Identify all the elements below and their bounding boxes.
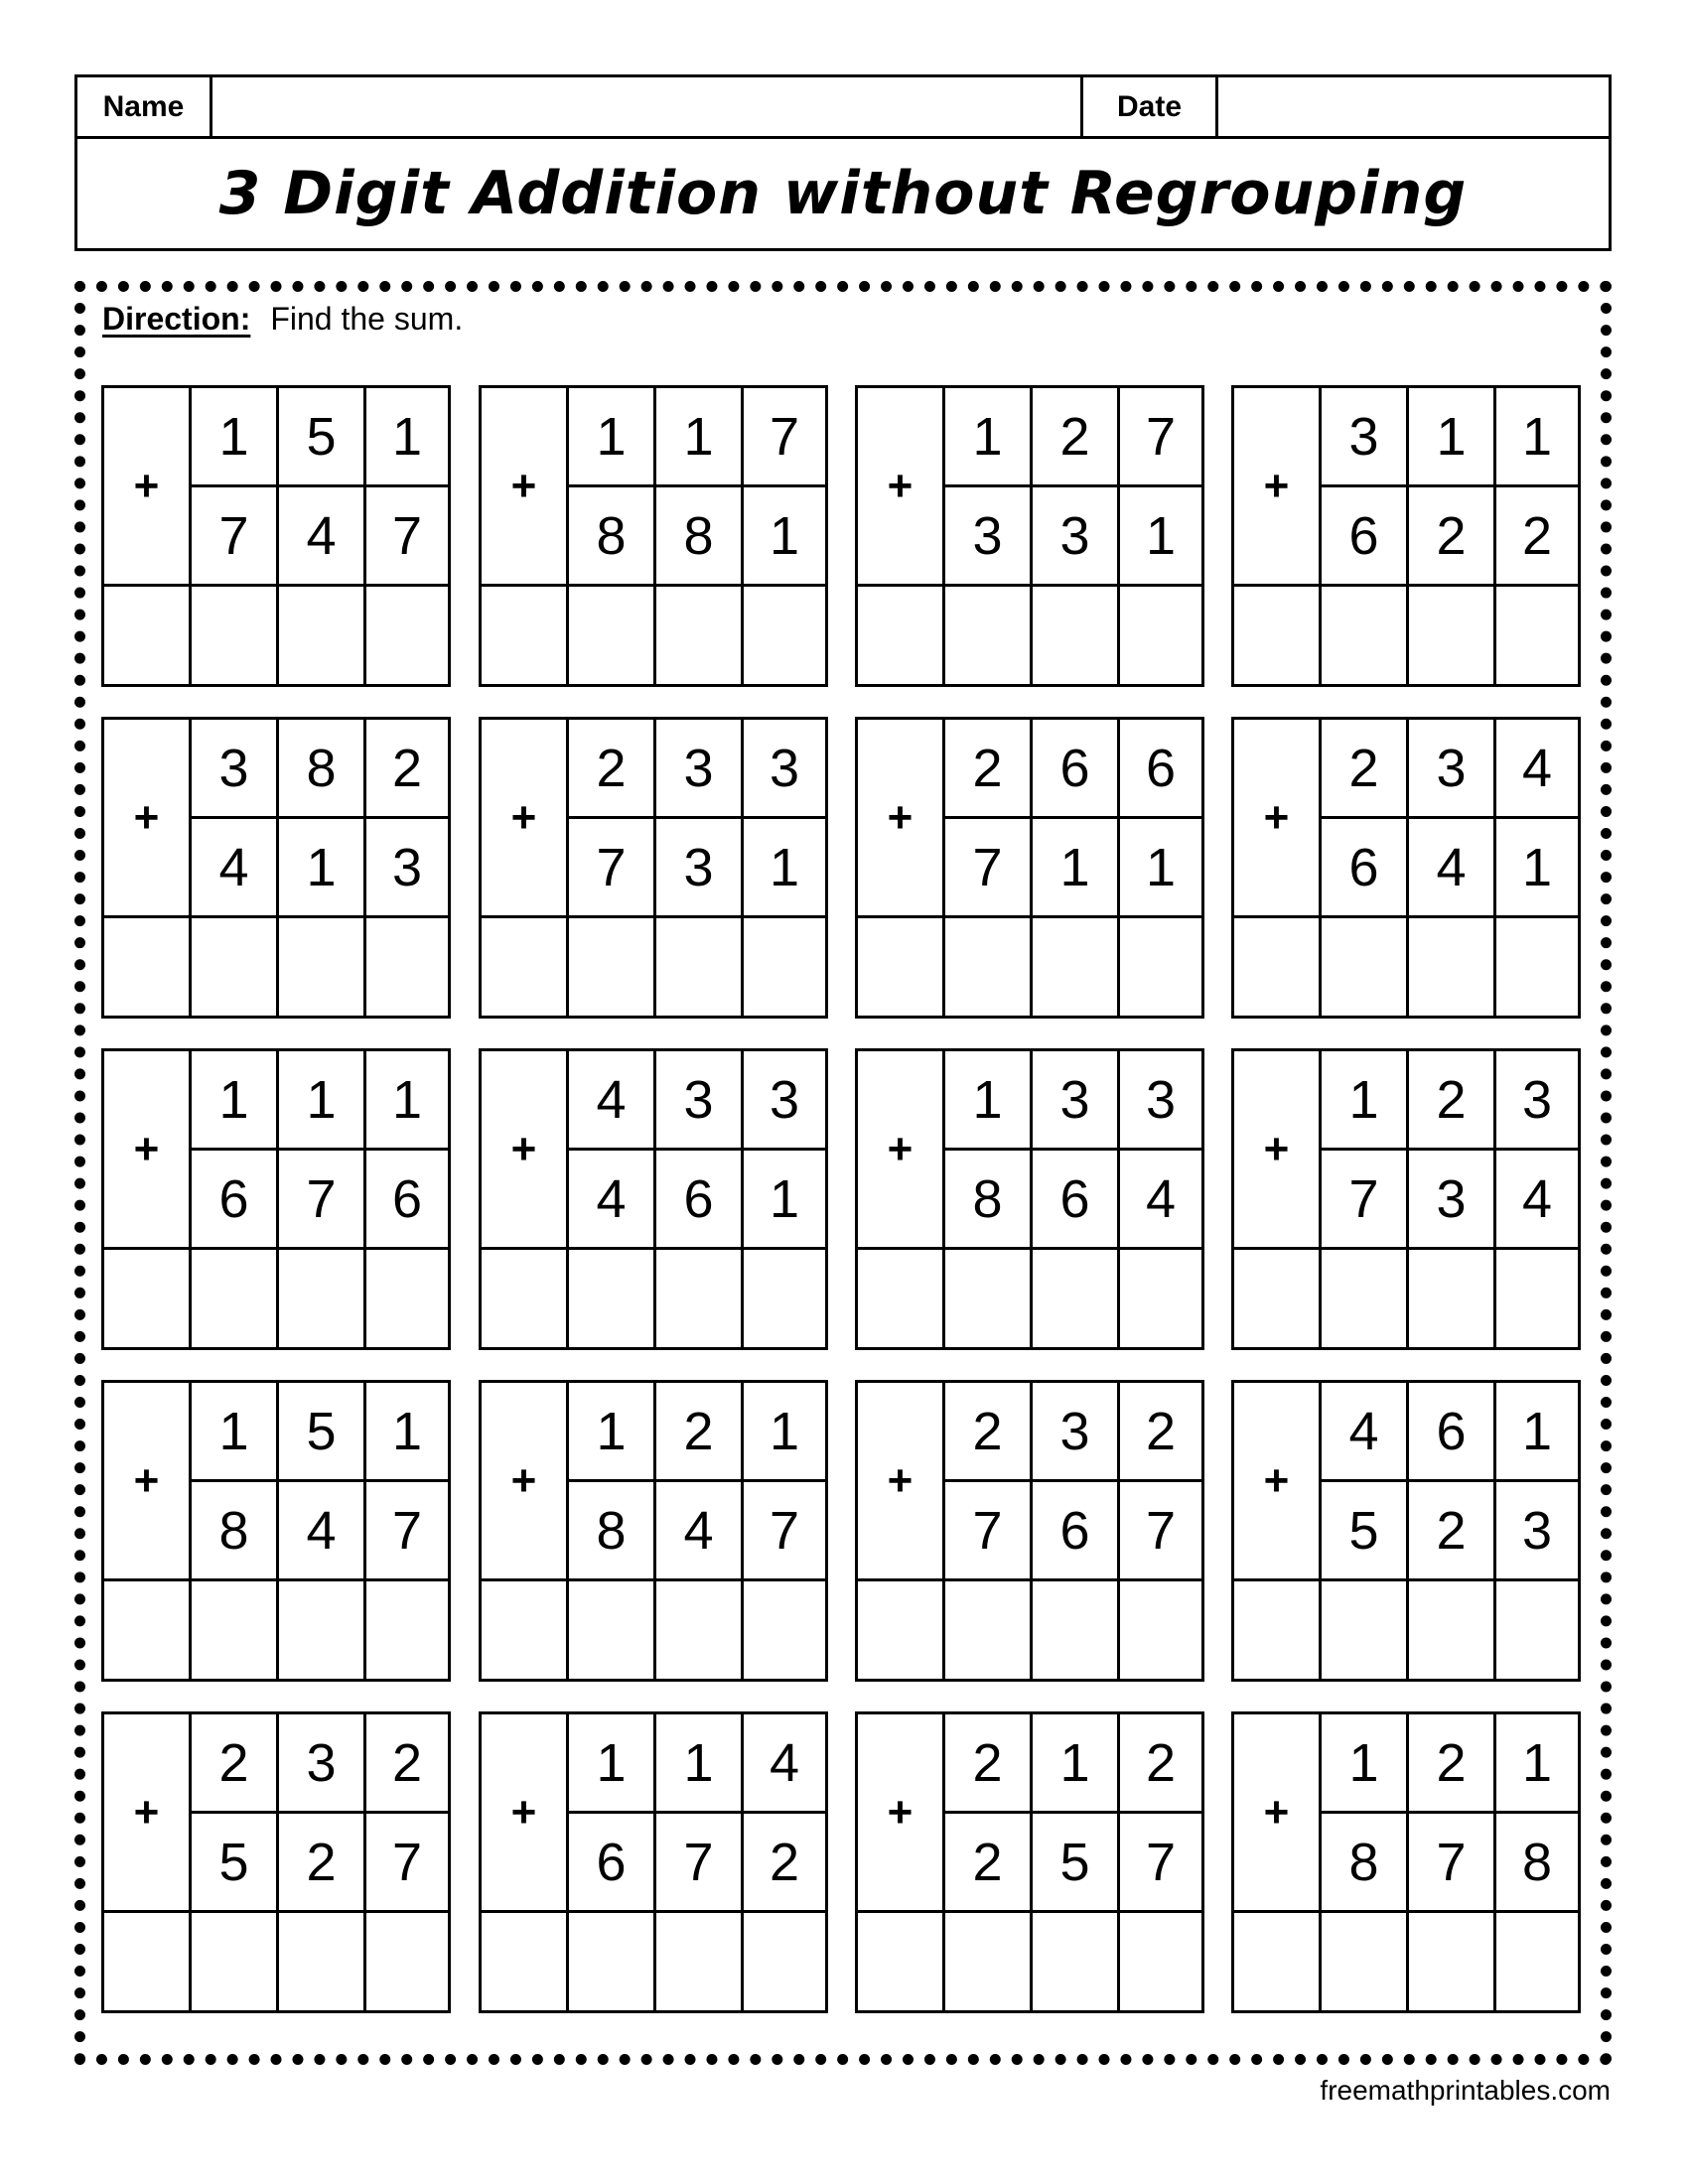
answer-box[interactable]	[569, 918, 656, 1016]
top-digit: 3	[1409, 720, 1496, 819]
bottom-digit: 8	[945, 1151, 1033, 1250]
answer-box[interactable]	[1234, 918, 1322, 1016]
addition-problem	[855, 1048, 1204, 1350]
top-digit: 2	[192, 1714, 279, 1814]
top-digit: 3	[1033, 1383, 1120, 1482]
bottom-digit: 4	[279, 487, 366, 587]
answer-box[interactable]	[104, 1913, 192, 2010]
bottom-digit: 1	[744, 487, 825, 587]
answer-box[interactable]	[569, 1581, 656, 1679]
answer-box[interactable]	[192, 1913, 279, 2010]
addition-problem	[479, 385, 828, 687]
answer-box[interactable]	[366, 918, 448, 1016]
top-digit: 2	[1033, 388, 1120, 487]
answer-box[interactable]	[1496, 587, 1578, 684]
answer-box[interactable]	[945, 1250, 1033, 1347]
bottom-digit: 7	[1120, 1482, 1201, 1581]
top-digit: 2	[366, 1714, 448, 1814]
addition-problem	[855, 1380, 1204, 1682]
top-digit: 1	[192, 388, 279, 487]
top-digit: 1	[1409, 388, 1496, 487]
bottom-digit: 8	[192, 1482, 279, 1581]
bottom-digit: 2	[279, 1814, 366, 1913]
answer-box[interactable]	[1120, 918, 1201, 1016]
bottom-digit: 3	[1496, 1482, 1578, 1581]
answer-box[interactable]	[656, 587, 744, 684]
bottom-digit: 6	[1033, 1151, 1120, 1250]
bottom-digit: 3	[366, 819, 448, 918]
addition-problem	[101, 1048, 451, 1350]
top-digit: 2	[656, 1383, 744, 1482]
name-field[interactable]	[212, 77, 1083, 136]
top-digit: 1	[656, 388, 744, 487]
answer-box[interactable]	[279, 1581, 366, 1679]
answer-box[interactable]	[1409, 587, 1496, 684]
top-digit: 7	[744, 388, 825, 487]
top-digit: 1	[569, 1383, 656, 1482]
top-digit: 4	[1496, 720, 1578, 819]
plus-sign: +	[858, 720, 945, 918]
answer-box[interactable]	[192, 1250, 279, 1347]
top-digit: 2	[1120, 1714, 1201, 1814]
top-digit: 3	[1496, 1051, 1578, 1151]
addition-problem	[101, 1711, 451, 2013]
bottom-digit: 7	[1120, 1814, 1201, 1913]
top-digit: 1	[569, 1714, 656, 1814]
answer-box[interactable]	[1120, 1581, 1201, 1679]
bottom-digit: 4	[192, 819, 279, 918]
top-digit: 2	[366, 720, 448, 819]
bottom-digit: 2	[1409, 487, 1496, 587]
answer-box[interactable]	[1033, 1581, 1120, 1679]
bottom-digit: 3	[1409, 1151, 1496, 1250]
addition-problem	[101, 717, 451, 1019]
top-digit: 5	[279, 388, 366, 487]
plus-sign: +	[482, 1714, 569, 1913]
answer-box[interactable]	[1322, 587, 1409, 684]
date-label: Date	[1083, 77, 1218, 136]
top-digit: 1	[1033, 1714, 1120, 1814]
answer-box[interactable]	[656, 918, 744, 1016]
top-digit: 7	[1120, 388, 1201, 487]
addition-problem	[1231, 1048, 1581, 1350]
bottom-digit: 1	[1120, 487, 1201, 587]
addition-problem	[479, 1380, 828, 1682]
top-digit: 2	[945, 1714, 1033, 1814]
plus-sign: +	[858, 1383, 945, 1581]
plus-sign: +	[482, 1051, 569, 1250]
bottom-digit: 5	[192, 1814, 279, 1913]
answer-box[interactable]	[858, 1250, 945, 1347]
answer-box[interactable]	[1496, 918, 1578, 1016]
answer-box[interactable]	[744, 918, 825, 1016]
answer-box[interactable]	[858, 1913, 945, 2010]
answer-box[interactable]	[1120, 1913, 1201, 2010]
plus-sign: +	[104, 1383, 192, 1581]
bottom-digit: 7	[744, 1482, 825, 1581]
top-digit: 6	[1033, 720, 1120, 819]
answer-box[interactable]	[279, 587, 366, 684]
answer-box[interactable]	[1322, 1250, 1409, 1347]
answer-box[interactable]	[279, 1250, 366, 1347]
addition-problem	[855, 717, 1204, 1019]
addition-problem	[1231, 717, 1581, 1019]
top-digit: 1	[945, 1051, 1033, 1151]
top-digit: 2	[569, 720, 656, 819]
plus-sign: +	[482, 720, 569, 918]
answer-box[interactable]	[945, 1581, 1033, 1679]
addition-problem	[1231, 1711, 1581, 2013]
top-digit: 1	[1496, 1383, 1578, 1482]
bottom-digit: 2	[1496, 487, 1578, 587]
name-date-row	[77, 77, 1609, 139]
answer-box[interactable]	[1033, 1913, 1120, 2010]
bottom-digit: 6	[656, 1151, 744, 1250]
answer-box[interactable]	[1120, 587, 1201, 684]
top-digit: 3	[656, 720, 744, 819]
top-digit: 1	[744, 1383, 825, 1482]
bottom-digit: 5	[1322, 1482, 1409, 1581]
answer-box[interactable]	[656, 1250, 744, 1347]
answer-box[interactable]	[1033, 1250, 1120, 1347]
addition-problem	[1231, 1380, 1581, 1682]
direction-label: Direction:	[102, 301, 251, 337]
addition-problem	[855, 1711, 1204, 2013]
bottom-digit: 3	[945, 487, 1033, 587]
top-digit: 6	[1120, 720, 1201, 819]
bottom-digit: 1	[744, 819, 825, 918]
bottom-digit: 7	[192, 487, 279, 587]
bottom-digit: 8	[656, 487, 744, 587]
answer-box[interactable]	[482, 1250, 569, 1347]
addition-problem	[479, 717, 828, 1019]
top-digit: 5	[279, 1383, 366, 1482]
top-digit: 1	[366, 388, 448, 487]
bottom-digit: 7	[1322, 1151, 1409, 1250]
top-digit: 1	[1496, 1714, 1578, 1814]
bottom-digit: 2	[1409, 1482, 1496, 1581]
bottom-digit: 4	[1120, 1151, 1201, 1250]
answer-box[interactable]	[744, 1581, 825, 1679]
bottom-digit: 7	[1409, 1814, 1496, 1913]
addition-problem	[101, 1380, 451, 1682]
answer-box[interactable]	[104, 1250, 192, 1347]
bottom-digit: 7	[945, 1482, 1033, 1581]
top-digit: 1	[1322, 1051, 1409, 1151]
answer-box[interactable]	[945, 918, 1033, 1016]
bottom-digit: 1	[1120, 819, 1201, 918]
worksheet-title: 3 Digit Addition without Regrouping	[218, 159, 1468, 228]
bottom-digit: 8	[1496, 1814, 1578, 1913]
top-digit: 1	[366, 1051, 448, 1151]
answer-box[interactable]	[945, 587, 1033, 684]
plus-sign: +	[1234, 388, 1322, 587]
addition-problem	[1231, 385, 1581, 687]
bottom-digit: 5	[1033, 1814, 1120, 1913]
plus-sign: +	[104, 1714, 192, 1913]
answer-box[interactable]	[744, 1250, 825, 1347]
bottom-digit: 7	[366, 1482, 448, 1581]
bottom-digit: 8	[569, 1482, 656, 1581]
top-digit: 3	[192, 720, 279, 819]
date-field[interactable]	[1218, 77, 1609, 136]
top-digit: 3	[656, 1051, 744, 1151]
answer-box[interactable]	[858, 1581, 945, 1679]
bottom-digit: 6	[366, 1151, 448, 1250]
top-digit: 4	[744, 1714, 825, 1814]
bottom-digit: 7	[366, 487, 448, 587]
top-digit: 2	[1409, 1714, 1496, 1814]
bottom-digit: 6	[1322, 487, 1409, 587]
top-digit: 2	[945, 1383, 1033, 1482]
bottom-digit: 6	[569, 1814, 656, 1913]
bottom-digit: 8	[1322, 1814, 1409, 1913]
answer-box[interactable]	[1322, 1581, 1409, 1679]
bottom-digit: 4	[279, 1482, 366, 1581]
bottom-digit: 7	[366, 1814, 448, 1913]
top-digit: 3	[744, 1051, 825, 1151]
bottom-digit: 7	[569, 819, 656, 918]
worksheet-header	[74, 74, 1612, 251]
answer-box[interactable]	[1120, 1250, 1201, 1347]
bottom-digit: 2	[744, 1814, 825, 1913]
answer-box[interactable]	[945, 1913, 1033, 2010]
plus-sign: +	[858, 1051, 945, 1250]
top-digit: 8	[279, 720, 366, 819]
plus-sign: +	[482, 1383, 569, 1581]
top-digit: 1	[192, 1383, 279, 1482]
name-label: Name	[77, 77, 212, 136]
top-digit: 4	[569, 1051, 656, 1151]
answer-box[interactable]	[569, 1913, 656, 2010]
plus-sign: +	[858, 1714, 945, 1913]
bottom-digit: 6	[192, 1151, 279, 1250]
top-digit: 2	[1120, 1383, 1201, 1482]
answer-box[interactable]	[104, 1581, 192, 1679]
plus-sign: +	[1234, 1383, 1322, 1581]
bottom-digit: 1	[744, 1151, 825, 1250]
answer-box[interactable]	[1234, 587, 1322, 684]
top-digit: 1	[569, 388, 656, 487]
bottom-digit: 3	[656, 819, 744, 918]
plus-sign: +	[104, 1051, 192, 1250]
bottom-digit: 4	[656, 1482, 744, 1581]
answer-box[interactable]	[858, 918, 945, 1016]
answer-box[interactable]	[104, 918, 192, 1016]
answer-box[interactable]	[1409, 1250, 1496, 1347]
top-digit: 2	[1322, 720, 1409, 819]
answer-box[interactable]	[279, 1913, 366, 2010]
answer-box[interactable]	[1234, 1913, 1322, 2010]
top-digit: 1	[279, 1051, 366, 1151]
answer-box[interactable]	[482, 587, 569, 684]
bottom-digit: 7	[656, 1814, 744, 1913]
addition-problem	[479, 1711, 828, 2013]
answer-box[interactable]	[1409, 1581, 1496, 1679]
top-digit: 3	[1033, 1051, 1120, 1151]
answer-box[interactable]	[1409, 918, 1496, 1016]
direction	[102, 301, 463, 338]
footer-credit: freemathprintables.com	[1320, 2075, 1611, 2106]
direction-text: Find the sum.	[270, 301, 464, 337]
answer-box[interactable]	[744, 587, 825, 684]
answer-box[interactable]	[192, 587, 279, 684]
top-digit: 2	[945, 720, 1033, 819]
plus-sign: +	[104, 388, 192, 587]
top-digit: 1	[1496, 388, 1578, 487]
answer-box[interactable]	[192, 918, 279, 1016]
top-digit: 1	[192, 1051, 279, 1151]
addition-problem	[101, 385, 451, 687]
plus-sign: +	[1234, 1051, 1322, 1250]
plus-sign: +	[104, 720, 192, 918]
answer-box[interactable]	[482, 1581, 569, 1679]
top-digit: 1	[366, 1383, 448, 1482]
bottom-digit: 1	[279, 819, 366, 918]
top-digit: 1	[656, 1714, 744, 1814]
plus-sign: +	[1234, 1714, 1322, 1913]
answer-box[interactable]	[656, 1581, 744, 1679]
answer-box[interactable]	[104, 587, 192, 684]
answer-box[interactable]	[1496, 1913, 1578, 2010]
top-digit: 3	[744, 720, 825, 819]
bottom-digit: 1	[1496, 819, 1578, 918]
answer-box[interactable]	[1322, 918, 1409, 1016]
top-digit: 6	[1409, 1383, 1496, 1482]
answer-box[interactable]	[1409, 1913, 1496, 2010]
bottom-digit: 7	[279, 1151, 366, 1250]
top-digit: 1	[1322, 1714, 1409, 1814]
top-digit: 3	[1322, 388, 1409, 487]
bottom-digit: 4	[569, 1151, 656, 1250]
bottom-digit: 6	[1033, 1482, 1120, 1581]
answer-box[interactable]	[569, 587, 656, 684]
bottom-digit: 6	[1322, 819, 1409, 918]
answer-box[interactable]	[1234, 1250, 1322, 1347]
answer-box[interactable]	[1496, 1250, 1578, 1347]
answer-box[interactable]	[569, 1250, 656, 1347]
answer-box[interactable]	[1234, 1581, 1322, 1679]
answer-box[interactable]	[482, 1913, 569, 2010]
answer-box[interactable]	[1033, 587, 1120, 684]
answer-box[interactable]	[366, 1913, 448, 2010]
answer-box[interactable]	[858, 587, 945, 684]
plus-sign: +	[1234, 720, 1322, 918]
answer-box[interactable]	[1322, 1913, 1409, 2010]
bottom-digit: 4	[1409, 819, 1496, 918]
top-digit: 4	[1322, 1383, 1409, 1482]
answer-box[interactable]	[1496, 1581, 1578, 1679]
bottom-digit: 3	[1033, 487, 1120, 587]
bottom-digit: 8	[569, 487, 656, 587]
answer-box[interactable]	[366, 587, 448, 684]
bottom-digit: 7	[945, 819, 1033, 918]
addition-problem	[855, 385, 1204, 687]
bottom-digit: 2	[945, 1814, 1033, 1913]
top-digit: 3	[279, 1714, 366, 1814]
top-digit: 2	[1409, 1051, 1496, 1151]
top-digit: 1	[945, 388, 1033, 487]
plus-sign: +	[858, 388, 945, 587]
top-digit: 3	[1120, 1051, 1201, 1151]
answer-box[interactable]	[656, 1913, 744, 2010]
answer-box[interactable]	[366, 1250, 448, 1347]
answer-box[interactable]	[192, 1581, 279, 1679]
bottom-digit: 4	[1496, 1151, 1578, 1250]
plus-sign: +	[482, 388, 569, 587]
addition-problem	[479, 1048, 828, 1350]
answer-box[interactable]	[744, 1913, 825, 2010]
answer-box[interactable]	[1033, 918, 1120, 1016]
answer-box[interactable]	[366, 1581, 448, 1679]
answer-box[interactable]	[482, 918, 569, 1016]
answer-box[interactable]	[279, 918, 366, 1016]
bottom-digit: 1	[1033, 819, 1120, 918]
